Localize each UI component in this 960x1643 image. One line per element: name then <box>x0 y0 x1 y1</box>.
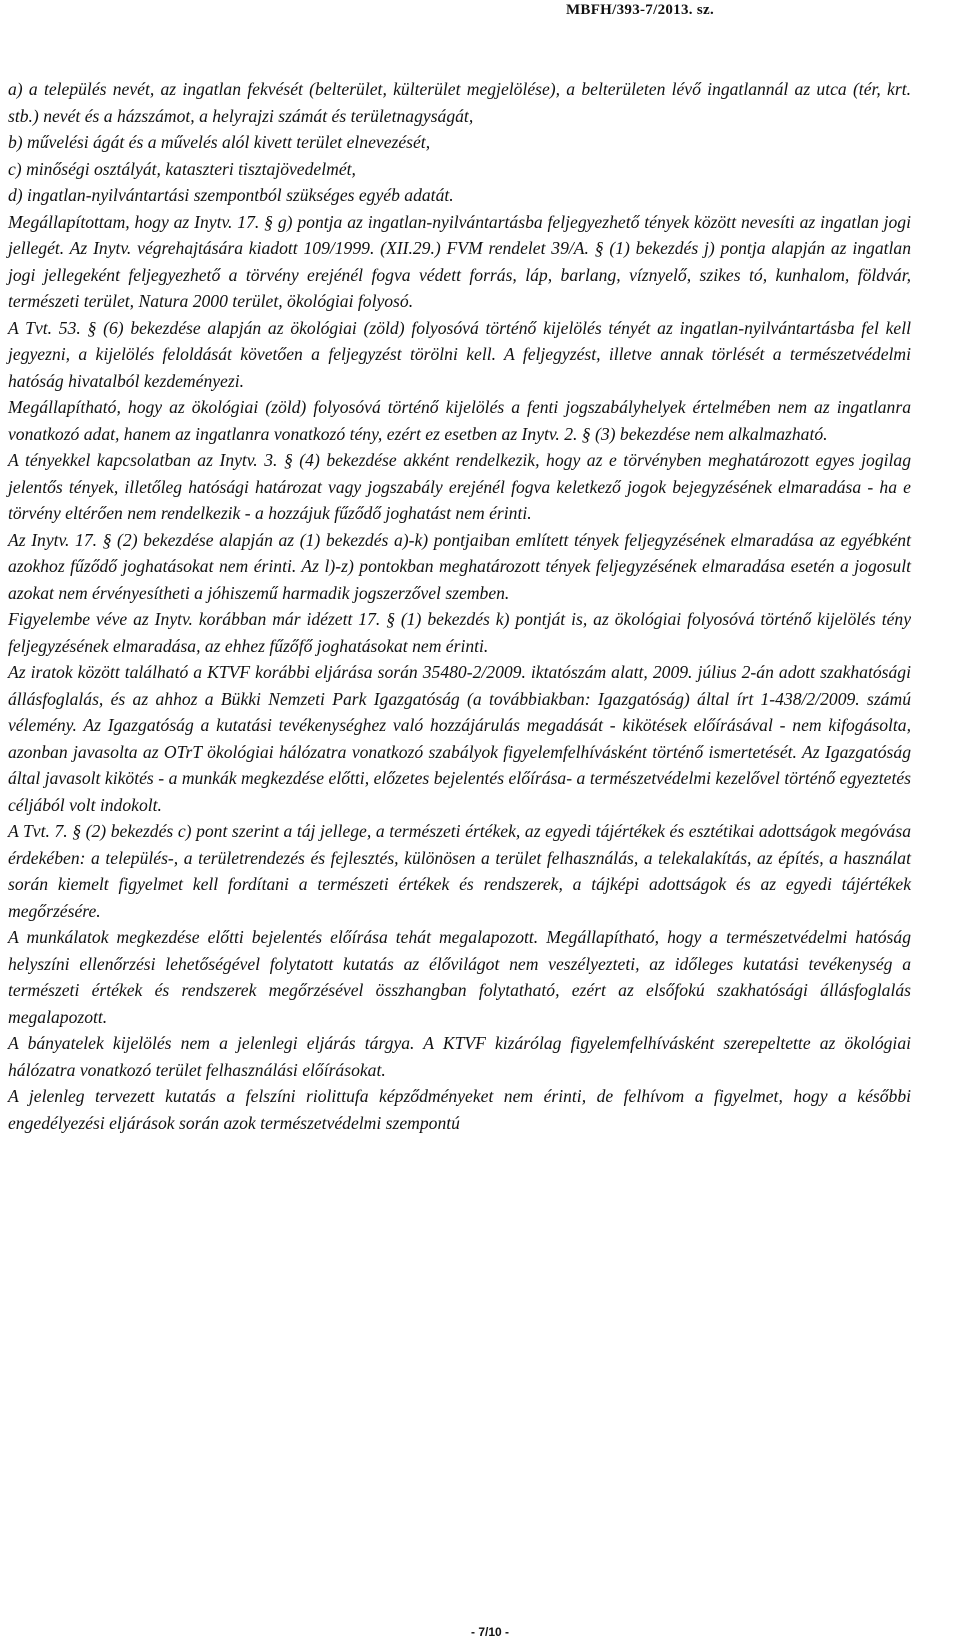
paragraph-ecological-corridor: Megállapítható, hogy az ökológiai (zöld) folyosóvá történő kijelölés a fenti jogszabályhelyek értelmében nem az ingatlanra vonatkozó adat, hanem az ingatlanra vonatkozó tény, ezért ez esetben az Inytv. 2. § (3) bekezdése nem alkalmazható. <box>8 397 911 444</box>
paragraph-planned-research: A jelenleg tervezett kutatás a felszíni riolittufa képződményeket nem érinti, de felhívom a figyelmet, hogy a későbbi engedélyezési eljárások során azok természetvédelmi szempontú <box>8 1086 911 1133</box>
paragraph-documents: Az iratok között található a KTVF korábbi eljárása során 35480-2/2009. iktatószám alatt, 2009. július 2-án adott szakhatósági állásfoglalás, és az ahhoz a Bükki Nemzeti Park Igazgatóság (a továbbiakban: Igazgatóság) által írt 1-438/2/2009. számú vélemény. Az Igazgatóság a kutatási tevékenységhez való hozzájárulás megadását - kikötések előírásával - nem kifogásolta, azonban javasolta az OTrT ökológiai hálózatra vonatkozó szabályok figyelemfelhívásként történő ismertetését. Az Igazgatóság által javasolt kikötés - a munkák megkezdése előtti, előzetes bejelentés előírása- a természetvédelmi kezelővel történő egyeztetés céljából volt indokolt. <box>8 662 911 815</box>
paragraph-quality-class: c) minőségi osztályát, kataszteri tisztajövedelmét, <box>8 158 356 179</box>
paragraph-considering: Figyelembe véve az Inytv. korábban már idézett 17. § (1) bekezdés k) pontját is, az ökológiai folyosóvá történő kijelölés tény feljegyzésének elmaradása, az ehhez fűzőfő joghatásokat nem érinti. <box>8 609 911 656</box>
paragraph-facts-inytv-3: A tényekkel kapcsolatban az Inytv. 3. § (4) bekezdése akként rendelkezik, hogy az e törvényben meghatározott egyes jogilag jelentős tények, illetőleg hatósági határozat vagy jogszabály erejénél fogva keletkező jogok bejegyzésének elmaradása - ha e törvény eltérően nem rendelkezik - a hozzájuk fűződő joghatást nem érinti. <box>8 450 911 523</box>
page-number-footer: - 7/10 - <box>470 1625 509 1639</box>
paragraph-cultivation: b) művelési ágát és a művelés alól kivett terület elnevezését, <box>8 132 431 152</box>
paragraph-address-data: a) a település nevét, az ingatlan fekvését (belterület, külterület megjelölése), a belterületen lévő ingatlannál az utca (tér, krt. stb.) nevét és a házszámot, a helyrajzi számát és területnagyságát, <box>8 79 911 126</box>
document-number-header: MBFH/393-7/2013. sz. <box>565 2 715 18</box>
paragraph-inytv-17-2: Az Inytv. 17. § (2) bekezdése alapján az (1) bekezdés a)-k) pontjaiban említett tények feljegyzésének elmaradása az egyébként azokhoz fűződő joghatásokat nem érinti. Az l)-z) pontokban meghatározott tények feljegyzésének elmaradása esetén a jogosult azokat nem érvényesítheti a jóhiszemű harmadik jogszerzővel szemben. <box>8 529 911 603</box>
paragraph-tvt-7: A Tvt. 7. § (2) bekezdés c) pont szerint a táj jellege, a természeti értékek, az egyedi tájértékek és esztétikai adottságok megóvása érdekében: a település-, a területrendezés és fejlesztés, különösen a terület felhasználás, a telekalakítás, az építés, a használat során kiemelt figyelmet kell fordítani a természeti értékek és rendszerek, a tájképi adottságok és az egyedi tájértékek megőrzésére. <box>8 821 911 921</box>
paragraph-tvt-53: A Tvt. 53. § (6) bekezdése alapján az ökológiai (zöld) folyosóvá történő kijelölés tényét az ingatlan-nyilvántartásba fel kell jegyezni, a kijelölés feloldását követően a feljegyzést törölni kell. A feljegyzést, illetve annak törlését a természetvédelmi hatóság hivatalból kezdeményezi. <box>8 317 911 391</box>
paragraph-other-data: d) ingatlan-nyilvántartási szempontból szükséges egyéb adatát. <box>8 185 454 205</box>
document-body <box>8 76 911 1136</box>
paragraph-notification: A munkálatok megkezdése előtti bejelentés előírása tehát megalapozott. Megállapítható, hogy a természetvédelmi hatóság helyszíni ellenőrzési lehetőségével folytatott kutatás az élővilágot nem veszélyezteti, az időleges kutatási tevékenység a természeti értékek és rendszerek megőrzésével összhangban folytatható, ezért az elsőfokú szakhatósági állásfoglalás megalapozott. <box>8 927 911 1027</box>
paragraph-legal-character: Megállapítottam, hogy az Inytv. 17. § g) pontja az ingatlan-nyilvántartásba feljegyezhető tények között nevesíti az ingatlan jogi jellegét. Az Inytv. végrehajtására kiadott 109/1999. (XII.29.) FVM rendelet 39/A. § (1) bekezdés j) pontja alapján az ingatlan jogi jellegeként feljegyezhető a törvény erejénél fogva védett forrás, láp, barlang, víznyelő, szikes tó, kunhalom, földvár, természeti terület, Natura 2000 terület, ökológiai folyosó. <box>8 211 911 311</box>
paragraph-mining-plot: A bányatelek kijelölés nem a jelenlegi eljárás tárgya. A KTVF kizárólag figyelemfelhívásként szerepeltette az ökológiai hálózatra vonatkozó terület felhasználási előírásokat. <box>8 1033 911 1080</box>
